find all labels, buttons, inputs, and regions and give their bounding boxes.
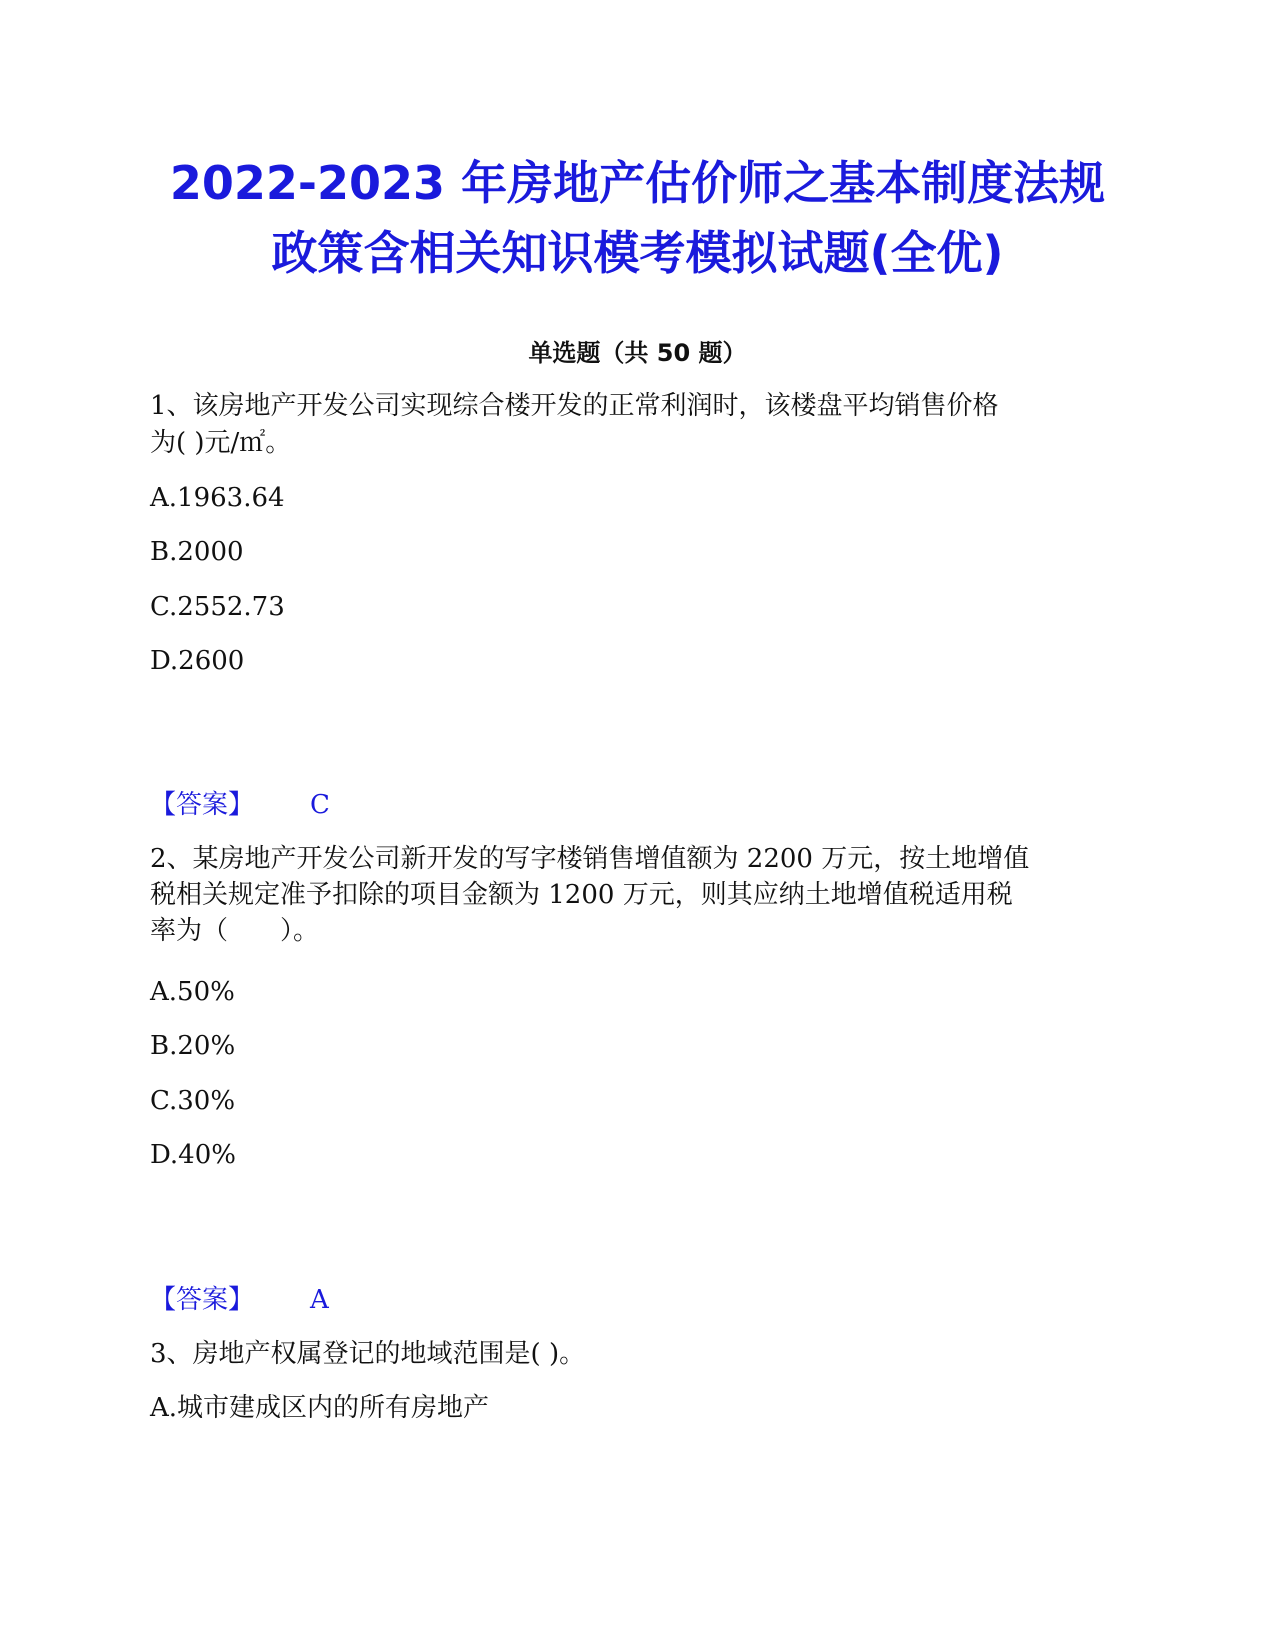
answer-label: 【答案】 (150, 1285, 255, 1315)
question-1-answer (150, 787, 330, 823)
question-3-option-a: A.城市建成区内的所有房地产 (150, 1393, 490, 1423)
answer-value: A (310, 1285, 329, 1315)
answer-label: 【答案】 (150, 790, 255, 820)
answer-value: C (310, 790, 330, 820)
document-title-line-2: 政策含相关知识模考模拟试题(全优) (271, 226, 1004, 280)
question-2-option-a: A.50% (150, 977, 235, 1007)
question-2-answer (150, 1282, 329, 1318)
question-2-option-b: B.20% (150, 1031, 236, 1061)
question-2-text-line-2: 税相关规定准予扣除的项目金额为 1200 万元，则其应纳土地增值税适用税 (150, 880, 1013, 910)
question-1-text-line-2: 为( )元/㎡。 (150, 428, 292, 458)
question-3-text-line-1: 3、房地产权属登记的地域范围是( )。 (150, 1339, 586, 1369)
question-2-option-c: C.30% (150, 1086, 236, 1116)
question-1-option-a: A.1963.64 (150, 483, 285, 513)
section-heading: 单选题（共 50 题） (528, 339, 747, 367)
question-2-option-d: D.40% (150, 1140, 236, 1170)
question-1-text-line-1: 1、该房地产开发公司实现综合楼开发的正常利润时，该楼盘平均销售价格 (150, 391, 999, 421)
question-1-option-d: D.2600 (150, 646, 245, 676)
question-1-option-b: B.2000 (150, 537, 244, 567)
question-2-text-line-1: 2、某房地产开发公司新开发的写字楼销售增值额为 2200 万元，按土地增值 (150, 844, 1030, 874)
question-1-option-c: C.2552.73 (150, 592, 285, 622)
document-title-line-1: 2022-2023 年房地产估价师之基本制度法规 (169, 156, 1106, 210)
question-2-text-line-3: 率为（ ）。 (150, 916, 320, 946)
